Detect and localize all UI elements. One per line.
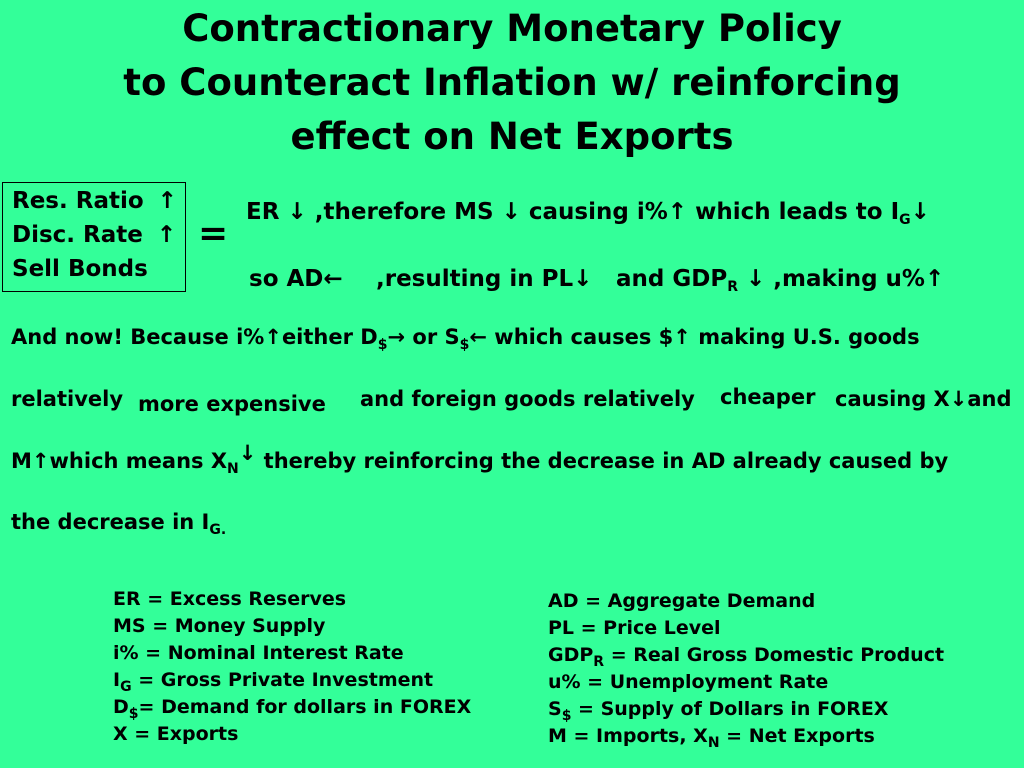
subscript-g: G: [899, 212, 911, 228]
therefore-text: ,therefore MS: [314, 199, 494, 225]
subscript-g: G: [120, 679, 132, 695]
left-arrow-icon: ←: [323, 266, 343, 292]
which-means-text: which means X: [49, 449, 228, 473]
paragraph-line-4: [11, 510, 227, 538]
decrease-in-ig-text: the decrease in I: [11, 510, 210, 534]
gdp-definition: = Real Gross Domestic Product: [604, 644, 945, 666]
resulting-text: ,resulting in PL: [376, 266, 574, 292]
foreign-goods-text: and foreign goods relatively: [360, 387, 695, 411]
cheaper-text: cheaper: [720, 385, 816, 409]
so-ad-text: so AD: [249, 266, 324, 292]
causing-x-label: causing X: [835, 387, 950, 411]
more-expensive-text: more expensive: [138, 392, 326, 416]
down-arrow-icon: ↓: [746, 266, 766, 292]
slide-title: [0, 2, 1024, 164]
because-text: And now! Because i%: [11, 325, 265, 349]
legend-right: [548, 588, 944, 750]
relatively-text: relatively: [11, 387, 124, 411]
chain-line-2-gdp: [616, 266, 945, 295]
legend-ad: AD = Aggregate Demand: [548, 590, 816, 612]
legend-gdp: [548, 642, 944, 669]
legend-er: ER = Excess Reserves: [113, 588, 347, 610]
subscript-r: R: [727, 279, 738, 295]
ss-label: S: [548, 698, 562, 720]
m-text: M: [11, 449, 32, 473]
title-line-1: Contractionary Monetary Policy: [182, 7, 842, 50]
ig-label: I: [113, 669, 121, 691]
paragraph-line-3: [11, 441, 949, 477]
ig-definition: = Gross Private Investment: [131, 669, 434, 691]
subscript-n: N: [707, 735, 720, 751]
up-arrow-icon: ↑: [264, 325, 282, 349]
leads-text: which leads to I: [695, 199, 900, 225]
making-us-goods-text: making U.S. goods: [698, 325, 920, 349]
equals-sign: =: [198, 213, 229, 254]
legend-pl: PL = Price Level: [548, 617, 721, 639]
m-label: M = Imports, X: [548, 725, 708, 747]
down-arrow-icon: ↓: [501, 199, 521, 225]
subscript-dollar: $: [459, 337, 470, 353]
m-definition: = Net Exports: [719, 725, 875, 747]
which-causes-text: which causes $: [494, 325, 674, 349]
left-arrow-icon: ←: [469, 325, 487, 349]
title-line-3: effect on Net Exports: [290, 115, 734, 158]
reserve-ratio-item: [12, 188, 177, 214]
up-arrow-icon: ↑: [924, 266, 945, 292]
and-gdp-text: and GDP: [616, 266, 728, 292]
discount-rate-item: [12, 222, 176, 248]
down-arrow-icon: ↓: [238, 441, 257, 465]
subscript-g: G.: [209, 522, 227, 538]
down-arrow-icon: ↓: [287, 199, 307, 225]
right-arrow-icon: →: [387, 325, 406, 349]
sell-bonds-item: Sell Bonds: [12, 256, 148, 282]
up-arrow-icon: ↑: [673, 325, 691, 349]
subscript-dollar: $: [128, 706, 139, 722]
legend-ms: MS = Money Supply: [113, 615, 326, 637]
subscript-dollar: $: [561, 708, 572, 724]
legend-left: [113, 586, 471, 748]
legend-ds: [113, 694, 471, 721]
subscript-dollar: $: [377, 337, 388, 353]
gdp-label: GDP: [548, 644, 594, 666]
discount-rate-label: Disc. Rate: [12, 222, 143, 248]
or-s-text: or S: [412, 325, 460, 349]
up-arrow-icon: ↑: [156, 222, 177, 248]
causing-text: causing i%: [528, 199, 668, 225]
subscript-n: N: [227, 461, 239, 477]
subscript-r: R: [593, 654, 605, 670]
up-arrow-icon: ↑: [31, 449, 50, 473]
reserve-ratio-label: Res. Ratio: [12, 188, 144, 214]
chain-line-2: [249, 266, 343, 292]
up-arrow-icon: ↑: [157, 188, 177, 214]
er-text: ER: [246, 199, 280, 225]
legend-ig: [113, 667, 471, 694]
legend-m: [548, 723, 944, 750]
paragraph-line-1: [11, 325, 920, 353]
policy-tools-box: [2, 182, 186, 292]
ds-label: D: [113, 696, 129, 718]
and-label: and: [967, 387, 1012, 411]
legend-i: i% = Nominal Interest Rate: [113, 642, 404, 664]
ds-definition: = Demand for dollars in FOREX: [138, 696, 472, 718]
down-arrow-icon: ↓: [910, 199, 930, 225]
making-text: ,making u%: [773, 266, 925, 292]
up-arrow-icon: ↑: [667, 199, 688, 225]
chain-line-1: [246, 199, 930, 228]
down-arrow-icon: ↓: [573, 266, 593, 292]
down-arrow-icon: ↓: [949, 387, 968, 411]
chain-line-2-resulting: [376, 266, 592, 292]
either-d-text: either D: [281, 325, 378, 349]
legend-ss: [548, 696, 944, 723]
causing-x-text: [835, 387, 1024, 411]
legend-u: u% = Unemployment Rate: [548, 671, 829, 693]
title-line-2: to Counteract Inflation w/ reinforcing: [123, 61, 901, 104]
reinforcing-text: thereby reinforcing the decrease in AD already caused by: [263, 449, 949, 473]
legend-x: X = Exports: [113, 723, 239, 745]
ss-definition: = Supply of Dollars in FOREX: [571, 698, 889, 720]
